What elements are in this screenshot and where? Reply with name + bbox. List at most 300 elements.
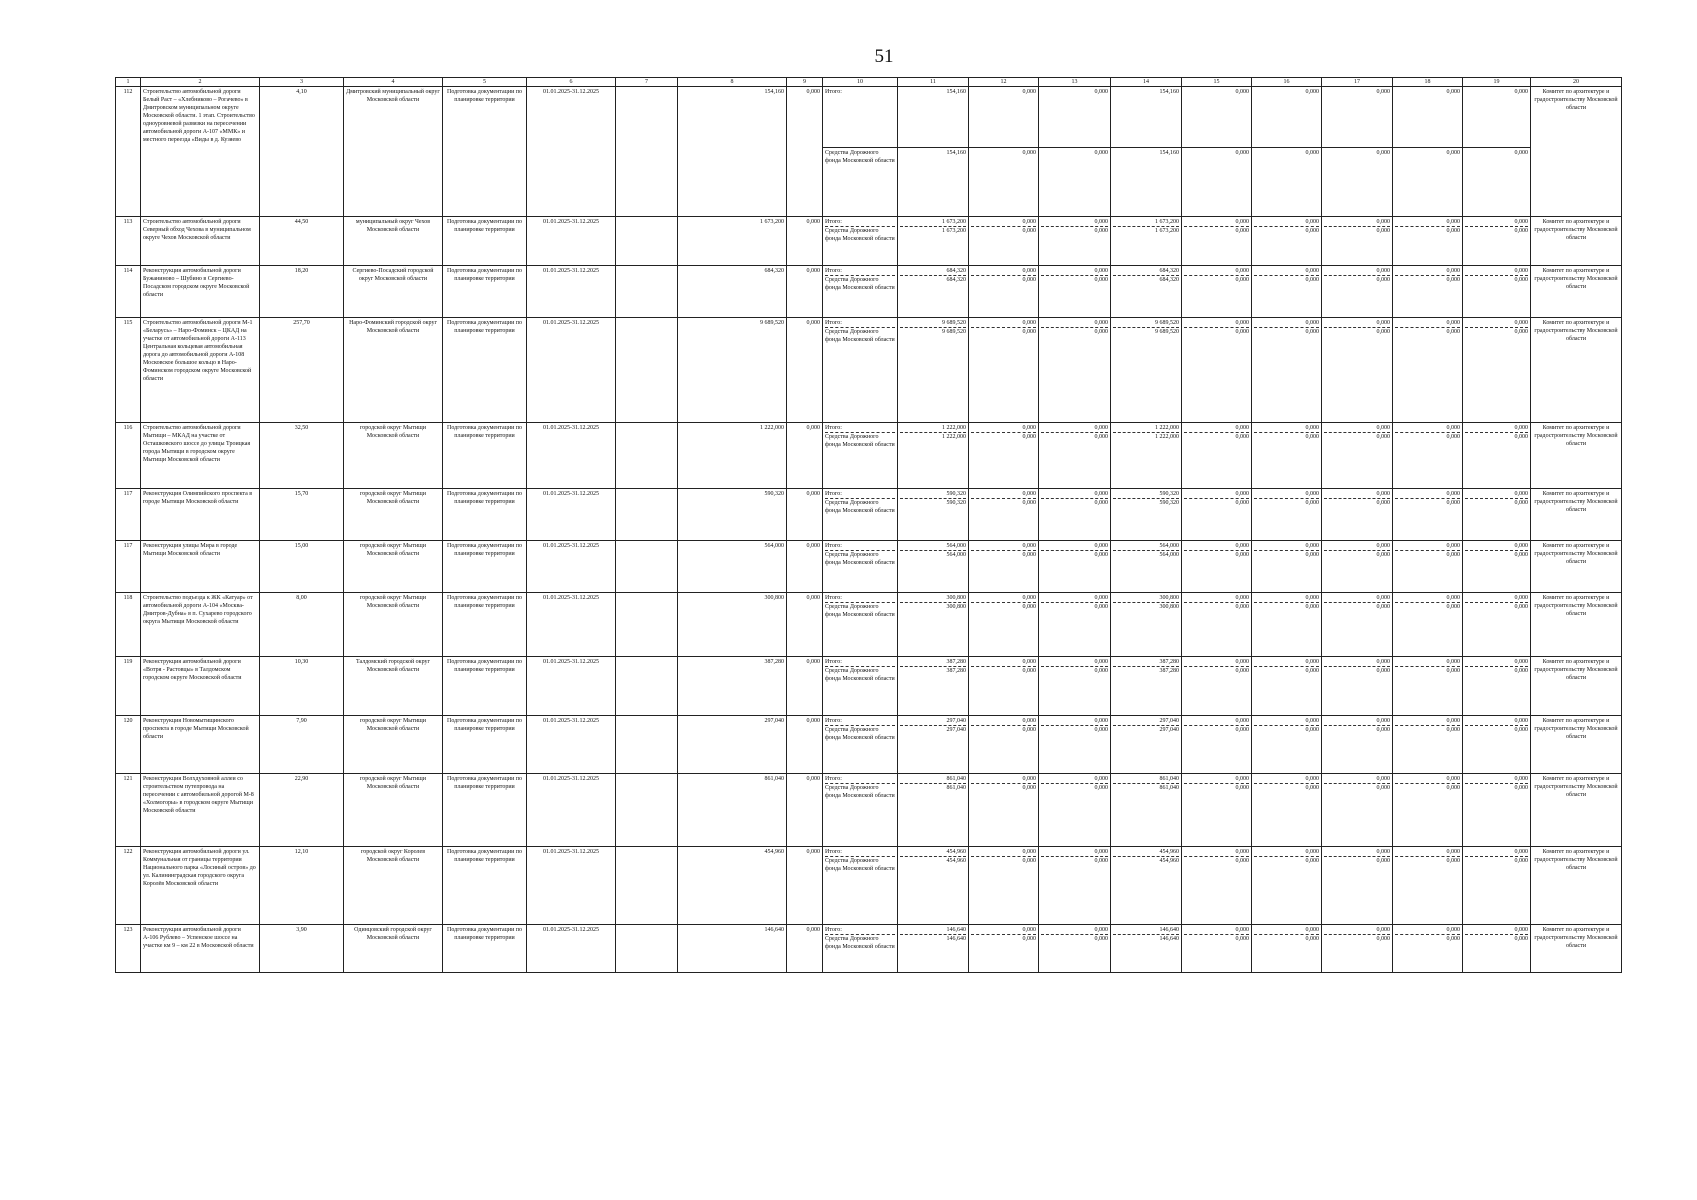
v14-fund: 861,040 — [1159, 785, 1179, 791]
v11-total: 454,960 — [900, 848, 966, 857]
v16-fund: 0,000 — [1305, 277, 1319, 283]
source-total: Итого: — [825, 848, 895, 857]
col-8-value: 9 689,520 — [678, 318, 787, 423]
executor: Комитет по архитектуре и градостроительству Московской области — [1531, 657, 1622, 716]
v17-fund: 0,000 — [1376, 228, 1390, 234]
v12-total: 0,000 — [971, 926, 1036, 935]
period: 01.01.2025-31.12.2025 — [527, 217, 616, 266]
column-number-header: 6 — [527, 78, 616, 87]
column-number-header: 5 — [443, 78, 527, 87]
v13-total: 0,000 — [1041, 926, 1108, 935]
v16-total: 0,000 — [1254, 542, 1319, 551]
column-number-header: 2 — [141, 78, 260, 87]
v19-fund: 0,000 — [1514, 434, 1528, 440]
v19-fund: 0,000 — [1514, 668, 1528, 674]
object-name: Реконструкция автомобильной дороги А-106 Рублево – Успенское шоссе на участке км 9 – км 22 в Московской области — [141, 925, 260, 973]
v11-total: 1 673,200 — [900, 218, 966, 227]
municipality: городской округ Мытищи Московской области — [344, 593, 443, 657]
v19-total: 0,000 — [1465, 218, 1528, 227]
v11-total: 9 689,520 — [900, 319, 966, 328]
v11-fund: 590,320 — [946, 500, 966, 506]
col-7-cell — [616, 423, 678, 489]
v14-fund: 146,640 — [1159, 936, 1179, 942]
col-7-cell — [616, 87, 678, 217]
col-9-value: 0,000 — [787, 925, 823, 973]
period: 01.01.2025-31.12.2025 — [527, 87, 616, 217]
v19-fund: 0,000 — [1514, 727, 1528, 733]
v14-fund: 297,040 — [1159, 727, 1179, 733]
v17-total: 0,000 — [1324, 267, 1390, 276]
row-number: 112 — [116, 87, 141, 217]
v18-fund: 0,000 — [1446, 500, 1460, 506]
v11-fund: 454,960 — [946, 858, 966, 864]
v16-total: 0,000 — [1254, 490, 1319, 499]
v11-total: 684,320 — [900, 267, 966, 276]
object-name: Строительство автомобильной дороги Мытищи – МКАД на участке от Осташковского шоссе до улицы Троицкая города Мытищи в городском округе Мытищи Московской области — [141, 423, 260, 489]
v14-fund: 154,160 — [1159, 150, 1179, 156]
v12-total: 0,000 — [971, 218, 1036, 227]
v19-total: 0,000 — [1463, 87, 1530, 148]
length-km: 44,50 — [260, 217, 344, 266]
source-total: Итого: — [825, 658, 895, 667]
v16-total: 0,000 — [1254, 926, 1319, 935]
object-name: Реконструкция автомобильной дороги «Вотря - Растовцы» в Талдомском городском округе Московской области — [141, 657, 260, 716]
v15-fund: 0,000 — [1235, 228, 1249, 234]
v12-fund: 0,000 — [1022, 552, 1036, 558]
v17-fund: 0,000 — [1376, 727, 1390, 733]
executor: Комитет по архитектуре и градостроительству Московской области — [1531, 318, 1622, 423]
v12-fund: 0,000 — [1022, 150, 1036, 156]
column-number-header: 17 — [1322, 78, 1393, 87]
municipality: Сергиево-Посадский городской округ Московской области — [344, 266, 443, 318]
row-number: 120 — [116, 716, 141, 774]
v12-fund: 0,000 — [1022, 785, 1036, 791]
source-fund: Средства Дорожного фонда Московской области — [825, 552, 895, 566]
v14-fund: 300,800 — [1159, 604, 1179, 610]
col-9-value: 0,000 — [787, 87, 823, 217]
v13-total: 0,000 — [1041, 775, 1108, 784]
col-7-cell — [616, 847, 678, 925]
row-number: 123 — [116, 925, 141, 973]
v13-total: 0,000 — [1041, 490, 1108, 499]
v13-total: 0,000 — [1041, 658, 1108, 667]
executor: Комитет по архитектуре и градостроительству Московской области — [1531, 774, 1622, 847]
executor: Комитет по архитектуре и градостроительству Московской области — [1531, 217, 1622, 266]
v18-fund: 0,000 — [1446, 228, 1460, 234]
object-name: Реконструкция автомобильной дороги ул. Коммунальная от границы территории Национального парка «Лосиный остров» до ул. Калининградская городского округа Королёв Московской области — [141, 847, 260, 925]
v18-fund: 0,000 — [1446, 150, 1460, 156]
v18-total: 0,000 — [1395, 490, 1460, 499]
v12-total: 0,000 — [971, 424, 1036, 433]
v16-total: 0,000 — [1254, 267, 1319, 276]
v16-fund: 0,000 — [1305, 228, 1319, 234]
period: 01.01.2025-31.12.2025 — [527, 925, 616, 973]
v12-fund: 0,000 — [1022, 434, 1036, 440]
v19-fund: 0,000 — [1514, 500, 1528, 506]
v19-total: 0,000 — [1465, 848, 1528, 857]
v16-fund: 0,000 — [1305, 604, 1319, 610]
v11-total: 300,800 — [900, 594, 966, 603]
v18-total: 0,000 — [1395, 926, 1460, 935]
v12-total: 0,000 — [969, 87, 1038, 148]
v15-total: 0,000 — [1184, 848, 1249, 857]
executor: Комитет по архитектуре и градостроительству Московской области — [1531, 847, 1622, 925]
col-7-cell — [616, 489, 678, 541]
length-km: 3,90 — [260, 925, 344, 973]
length-km: 32,50 — [260, 423, 344, 489]
table-row — [116, 266, 1622, 318]
v19-total: 0,000 — [1465, 424, 1528, 433]
source-total: Итого: — [825, 594, 895, 603]
v15-fund: 0,000 — [1235, 500, 1249, 506]
v15-fund: 0,000 — [1235, 785, 1249, 791]
v17-total: 0,000 — [1324, 490, 1390, 499]
table-row — [116, 716, 1622, 774]
v18-total: 0,000 — [1395, 775, 1460, 784]
municipality: Наро-Фоминский городской округ Московской области — [344, 318, 443, 423]
source-total: Итого: — [825, 775, 895, 784]
source-fund: Средства Дорожного фонда Московской области — [825, 434, 895, 448]
v12-total: 0,000 — [971, 775, 1036, 784]
v19-total: 0,000 — [1465, 542, 1528, 551]
v19-fund: 0,000 — [1514, 329, 1528, 335]
v19-fund: 0,000 — [1514, 150, 1528, 156]
v12-fund: 0,000 — [1022, 668, 1036, 674]
v13-fund: 0,000 — [1094, 727, 1108, 733]
period: 01.01.2025-31.12.2025 — [527, 847, 616, 925]
v18-fund: 0,000 — [1446, 329, 1460, 335]
work-type: Подготовка документации по планировке территории — [443, 217, 527, 266]
period: 01.01.2025-31.12.2025 — [527, 774, 616, 847]
length-km: 15,00 — [260, 541, 344, 593]
v13-fund: 0,000 — [1094, 228, 1108, 234]
v14-total: 300,800 — [1113, 594, 1179, 603]
v13-fund: 0,000 — [1094, 150, 1108, 156]
v16-total: 0,000 — [1254, 717, 1319, 726]
v11-fund: 154,160 — [946, 150, 966, 156]
period: 01.01.2025-31.12.2025 — [527, 716, 616, 774]
v16-total: 0,000 — [1254, 658, 1319, 667]
v11-total: 590,320 — [900, 490, 966, 499]
object-name: Строительство автомобильной дороги Белый Раст – «Хлебниково – Рогачево» в Дмитровском муниципальном округе Московской области. 1 этап. Строительство одноуровневой развязки на пересечении автомобильной дороги А-107 «ММК» и местного переезда «Виды в д. Кузяево — [141, 87, 260, 217]
v16-total: 0,000 — [1252, 87, 1321, 148]
column-number-row — [116, 78, 1622, 87]
v14-total: 564,000 — [1113, 542, 1179, 551]
v18-fund: 0,000 — [1446, 858, 1460, 864]
col-9-value: 0,000 — [787, 266, 823, 318]
v18-total: 0,000 — [1395, 267, 1460, 276]
municipality: городской округ Мытищи Московской области — [344, 489, 443, 541]
v15-fund: 0,000 — [1235, 277, 1249, 283]
v18-fund: 0,000 — [1446, 936, 1460, 942]
table-row — [116, 774, 1622, 847]
object-name: Реконструкция улицы Мира в городе Мытищи Московской области — [141, 541, 260, 593]
v19-total: 0,000 — [1465, 490, 1528, 499]
v17-total: 0,000 — [1322, 87, 1392, 148]
v19-total: 0,000 — [1465, 658, 1528, 667]
v11-fund: 684,320 — [946, 277, 966, 283]
v19-total: 0,000 — [1465, 926, 1528, 935]
v15-fund: 0,000 — [1235, 552, 1249, 558]
v15-total: 0,000 — [1184, 775, 1249, 784]
v19-total: 0,000 — [1465, 594, 1528, 603]
v16-fund: 0,000 — [1305, 329, 1319, 335]
executor: Комитет по архитектуре и градостроительству Московской области — [1531, 266, 1622, 318]
v11-fund: 297,040 — [946, 727, 966, 733]
v12-fund: 0,000 — [1022, 936, 1036, 942]
v18-total: 0,000 — [1395, 319, 1460, 328]
row-number: 117 — [116, 541, 141, 593]
column-number-header: 1 — [116, 78, 141, 87]
v19-fund: 0,000 — [1514, 552, 1528, 558]
v14-fund: 684,320 — [1159, 277, 1179, 283]
v18-total: 0,000 — [1395, 848, 1460, 857]
table-row — [116, 593, 1622, 657]
period: 01.01.2025-31.12.2025 — [527, 318, 616, 423]
v17-fund: 0,000 — [1376, 936, 1390, 942]
v19-fund: 0,000 — [1514, 228, 1528, 234]
v15-fund: 0,000 — [1235, 936, 1249, 942]
source-total-label: Итого: — [823, 87, 897, 148]
v16-total: 0,000 — [1254, 775, 1319, 784]
v13-fund: 0,000 — [1094, 552, 1108, 558]
source-fund: Средства Дорожного фонда Московской области — [825, 785, 895, 799]
v19-fund: 0,000 — [1514, 277, 1528, 283]
length-km: 22,90 — [260, 774, 344, 847]
v13-fund: 0,000 — [1094, 277, 1108, 283]
v11-total: 564,000 — [900, 542, 966, 551]
v11-fund: 146,640 — [946, 936, 966, 942]
column-number-header: 9 — [787, 78, 823, 87]
v16-fund: 0,000 — [1305, 500, 1319, 506]
v12-total: 0,000 — [971, 717, 1036, 726]
source-fund: Средства Дорожного фонда Московской области — [825, 727, 895, 741]
v12-fund: 0,000 — [1022, 727, 1036, 733]
v19-total: 0,000 — [1465, 267, 1528, 276]
source-fund: Средства Дорожного фонда Московской области — [825, 277, 895, 291]
v11-fund: 564,000 — [946, 552, 966, 558]
work-type: Подготовка документации по планировке территории — [443, 847, 527, 925]
v12-fund: 0,000 — [1022, 604, 1036, 610]
length-km: 18,20 — [260, 266, 344, 318]
table-row — [116, 318, 1622, 423]
column-number-header: 10 — [823, 78, 898, 87]
v13-fund: 0,000 — [1094, 858, 1108, 864]
table-row — [116, 657, 1622, 716]
v17-total: 0,000 — [1324, 848, 1390, 857]
v15-fund: 0,000 — [1235, 604, 1249, 610]
v12-total: 0,000 — [971, 848, 1036, 857]
v11-total: 387,280 — [900, 658, 966, 667]
v17-total: 0,000 — [1324, 926, 1390, 935]
source-total: Итого: — [825, 717, 895, 726]
v13-total: 0,000 — [1041, 424, 1108, 433]
source-fund: Средства Дорожного фонда Московской области — [825, 329, 895, 343]
v19-fund: 0,000 — [1514, 936, 1528, 942]
v16-fund: 0,000 — [1305, 727, 1319, 733]
municipality: городской округ Мытищи Московской области — [344, 541, 443, 593]
col-8-value: 684,320 — [678, 266, 787, 318]
v19-fund: 0,000 — [1514, 858, 1528, 864]
col-8-value: 564,000 — [678, 541, 787, 593]
length-km: 257,70 — [260, 318, 344, 423]
table-row — [116, 925, 1622, 973]
v16-fund: 0,000 — [1305, 858, 1319, 864]
col-9-value: 0,000 — [787, 541, 823, 593]
source-fund: Средства Дорожного фонда Московской области — [825, 858, 895, 872]
work-type: Подготовка документации по планировке территории — [443, 716, 527, 774]
col-8-value: 387,280 — [678, 657, 787, 716]
v15-fund: 0,000 — [1235, 858, 1249, 864]
col-7-cell — [616, 217, 678, 266]
v13-total: 0,000 — [1041, 267, 1108, 276]
col-9-value: 0,000 — [787, 423, 823, 489]
v18-total: 0,000 — [1395, 424, 1460, 433]
v19-total: 0,000 — [1465, 319, 1528, 328]
v17-total: 0,000 — [1324, 594, 1390, 603]
v16-fund: 0,000 — [1305, 150, 1319, 156]
col-9-value: 0,000 — [787, 847, 823, 925]
length-km: 7,90 — [260, 716, 344, 774]
v12-total: 0,000 — [971, 319, 1036, 328]
table-row — [116, 489, 1622, 541]
col-9-value: 0,000 — [787, 217, 823, 266]
period: 01.01.2025-31.12.2025 — [527, 593, 616, 657]
v16-fund: 0,000 — [1305, 785, 1319, 791]
row-number: 117 — [116, 489, 141, 541]
v17-fund: 0,000 — [1376, 552, 1390, 558]
v14-fund: 564,000 — [1159, 552, 1179, 558]
v12-total: 0,000 — [971, 267, 1036, 276]
object-name: Реконструкция автомобильной дороги Бужаниново – Шубино в Сергиево-Посадском городском округе Московской области — [141, 266, 260, 318]
v14-fund: 454,960 — [1159, 858, 1179, 864]
v18-total: 0,000 — [1395, 658, 1460, 667]
work-type: Подготовка документации по планировке территории — [443, 657, 527, 716]
source-fund: Средства Дорожного фонда Московской области — [825, 228, 895, 242]
object-name: Реконструкция Волхдуховной аллеи со строительством путепровода на пересечении с автомобильной дорогой М-8 «Холмогоры» в городском округе Мытищи Московской области — [141, 774, 260, 847]
col-8-value: 454,960 — [678, 847, 787, 925]
municipality: городской округ Королев Московской области — [344, 847, 443, 925]
period: 01.01.2025-31.12.2025 — [527, 423, 616, 489]
column-number-header: 16 — [1252, 78, 1322, 87]
period: 01.01.2025-31.12.2025 — [527, 657, 616, 716]
v12-total: 0,000 — [971, 542, 1036, 551]
v13-total: 0,000 — [1041, 319, 1108, 328]
row-number: 115 — [116, 318, 141, 423]
col-9-value: 0,000 — [787, 318, 823, 423]
v17-fund: 0,000 — [1376, 500, 1390, 506]
v11-fund: 9 689,520 — [942, 329, 966, 335]
v14-total: 154,160 — [1111, 87, 1181, 148]
v15-fund: 0,000 — [1235, 150, 1249, 156]
v18-fund: 0,000 — [1446, 277, 1460, 283]
v13-total: 0,000 — [1041, 848, 1108, 857]
v12-fund: 0,000 — [1022, 500, 1036, 506]
v17-total: 0,000 — [1324, 218, 1390, 227]
v18-fund: 0,000 — [1446, 727, 1460, 733]
executor: Комитет по архитектуре и градостроительству Московской области — [1531, 489, 1622, 541]
municipality: Дмитровский муниципальный округ Московской области — [344, 87, 443, 217]
v17-fund: 0,000 — [1376, 858, 1390, 864]
length-km: 4,10 — [260, 87, 344, 217]
v15-total: 0,000 — [1184, 424, 1249, 433]
length-km: 10,30 — [260, 657, 344, 716]
v11-total: 861,040 — [900, 775, 966, 784]
source-fund-label: Средства Дорожного фонда Московской области — [825, 150, 895, 164]
column-number-header: 3 — [260, 78, 344, 87]
v17-total: 0,000 — [1324, 658, 1390, 667]
v14-total: 297,040 — [1113, 717, 1179, 726]
v15-fund: 0,000 — [1235, 727, 1249, 733]
v16-total: 0,000 — [1254, 218, 1319, 227]
v16-fund: 0,000 — [1305, 434, 1319, 440]
column-number-header: 20 — [1531, 78, 1622, 87]
v12-total: 0,000 — [971, 490, 1036, 499]
v14-total: 146,640 — [1113, 926, 1179, 935]
col-9-value: 0,000 — [787, 774, 823, 847]
row-number: 121 — [116, 774, 141, 847]
row-number: 119 — [116, 657, 141, 716]
col-8-value: 297,040 — [678, 716, 787, 774]
v17-total: 0,000 — [1324, 717, 1390, 726]
row-number: 113 — [116, 217, 141, 266]
v17-total: 0,000 — [1324, 542, 1390, 551]
object-name: Строительство подъезда к ЖК «Катуар» от автомобильной дороги А-104 «Москва- Дмитров-Дубна» в п. Сухарево городского округа Мытищи Московской области — [141, 593, 260, 657]
v11-fund: 861,040 — [946, 785, 966, 791]
v17-total: 0,000 — [1324, 775, 1390, 784]
object-name: Реконструкция Олимпийского проспекта в городе Мытищи Московской области — [141, 489, 260, 541]
v17-fund: 0,000 — [1376, 150, 1390, 156]
v14-total: 861,040 — [1113, 775, 1179, 784]
length-km: 8,00 — [260, 593, 344, 657]
v13-total: 0,000 — [1041, 717, 1108, 726]
col-7-cell — [616, 541, 678, 593]
period: 01.01.2025-31.12.2025 — [527, 489, 616, 541]
v18-fund: 0,000 — [1446, 668, 1460, 674]
table-row — [116, 423, 1622, 489]
v13-total: 0,000 — [1041, 594, 1108, 603]
col-7-cell — [616, 266, 678, 318]
v12-total: 0,000 — [971, 594, 1036, 603]
v17-total: 0,000 — [1324, 424, 1390, 433]
v14-fund: 9 689,520 — [1155, 329, 1179, 335]
v11-total: 297,040 — [900, 717, 966, 726]
v14-total: 454,960 — [1113, 848, 1179, 857]
v18-fund: 0,000 — [1446, 434, 1460, 440]
work-type: Подготовка документации по планировке территории — [443, 593, 527, 657]
work-type: Подготовка документации по планировке территории — [443, 87, 527, 217]
table-body — [116, 87, 1622, 973]
v19-fund: 0,000 — [1514, 785, 1528, 791]
work-type: Подготовка документации по планировке территории — [443, 266, 527, 318]
v15-total: 0,000 — [1184, 542, 1249, 551]
v19-fund: 0,000 — [1514, 604, 1528, 610]
period: 01.01.2025-31.12.2025 — [527, 266, 616, 318]
col-8-value: 1 222,000 — [678, 423, 787, 489]
source-total: Итого: — [825, 424, 895, 433]
v16-total: 0,000 — [1254, 594, 1319, 603]
v13-fund: 0,000 — [1094, 434, 1108, 440]
col-7-cell — [616, 925, 678, 973]
col-7-cell — [616, 774, 678, 847]
executor: Комитет по архитектуре и градостроительству Московской области — [1531, 925, 1622, 973]
work-type: Подготовка документации по планировке территории — [443, 774, 527, 847]
v14-total: 1 222,000 — [1113, 424, 1179, 433]
v19-total: 0,000 — [1465, 775, 1528, 784]
object-name: Строительство автомобильной дороги Северный обход Чехова в муниципальном округе Чехов Московской области — [141, 217, 260, 266]
source-fund: Средства Дорожного фонда Московской области — [825, 500, 895, 514]
v16-fund: 0,000 — [1305, 552, 1319, 558]
